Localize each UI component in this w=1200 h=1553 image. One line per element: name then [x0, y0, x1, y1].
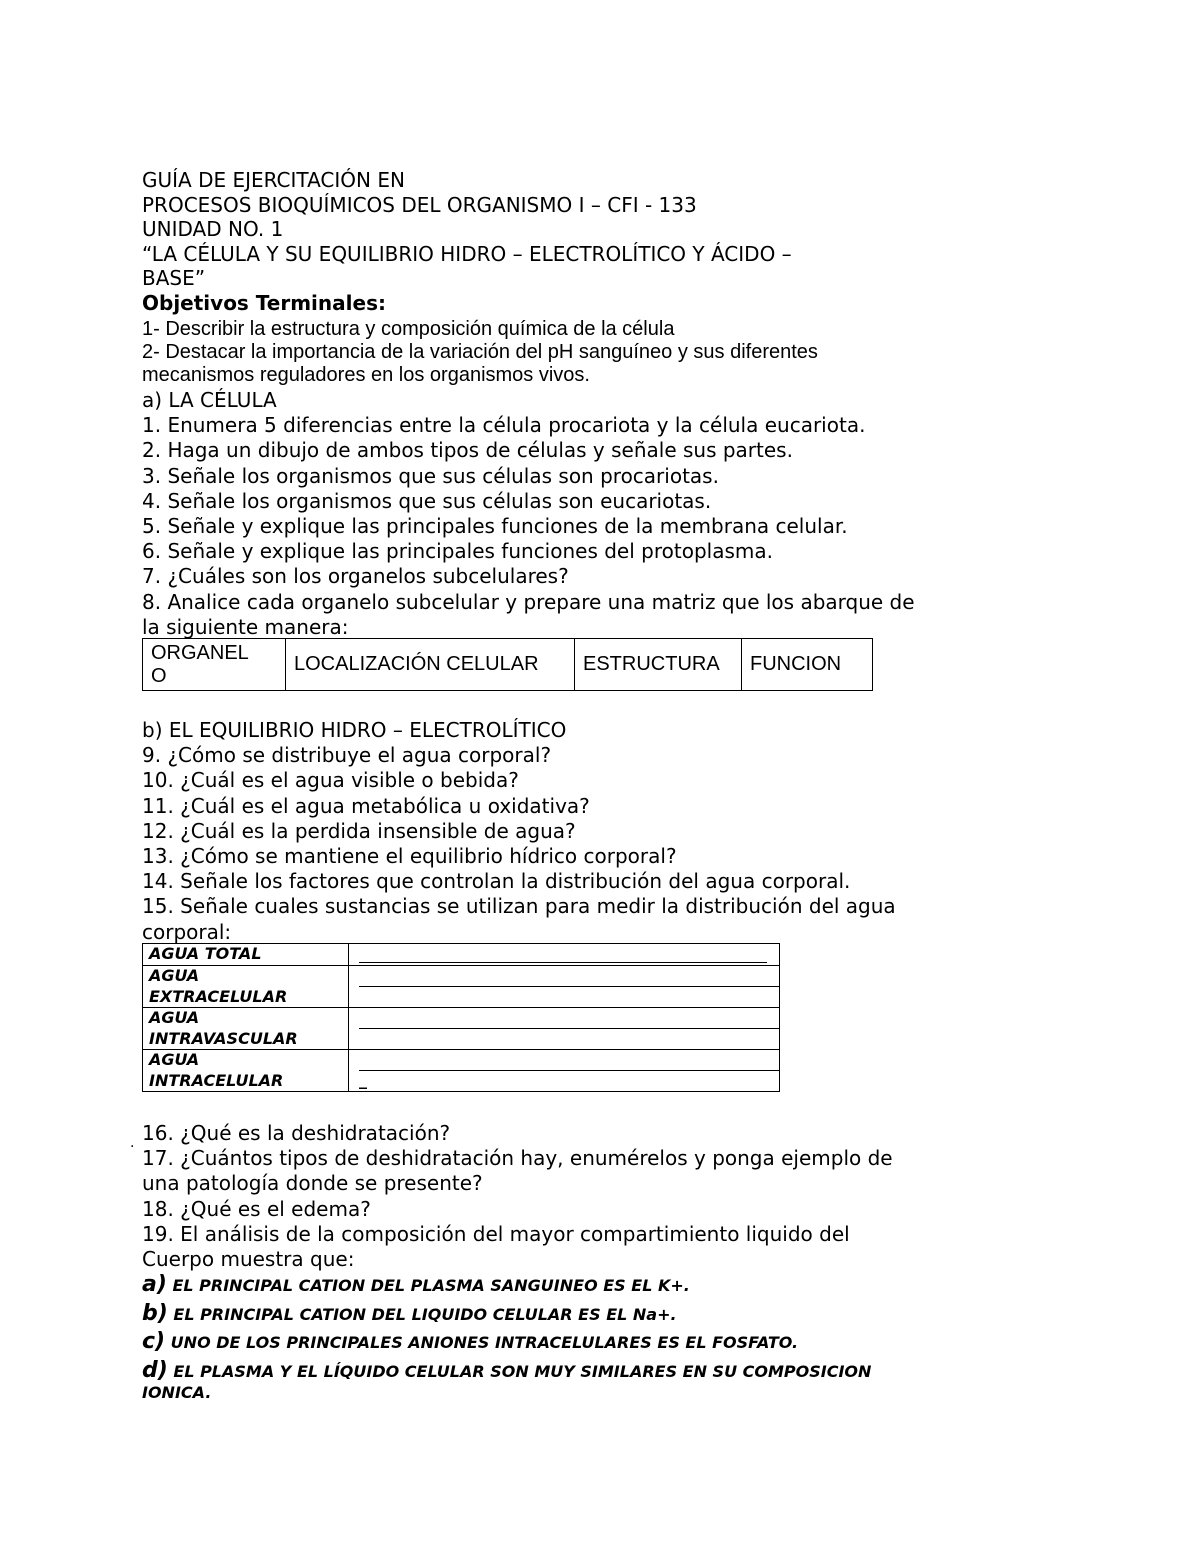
answer-blank[interactable] [349, 944, 780, 966]
question-line: 1. Enumera 5 diferencias entre la célula procariota y la célula eucariota. [142, 413, 866, 438]
matrix-header-funcion: FUNCION [742, 639, 873, 691]
question-line: 9. ¿Cómo se distribuye el agua corporal? [142, 743, 552, 768]
option-text: IONICA. [142, 1382, 212, 1402]
section-b [142, 718, 1002, 945]
question-line: 13. ¿Cómo se mantiene el equilibrio hídrico corporal? [142, 844, 677, 869]
option-letter: d) [142, 1357, 168, 1383]
header-line-3: UNIDAD NO. 1 [142, 217, 284, 242]
cell-text: AGUA [149, 1050, 200, 1069]
header-line-2: PROCESOS BIOQUÍMICOS DEL ORGANISMO I – CFI - 133 [142, 192, 697, 217]
objective-line: mecanismos reguladores en los organismos vivos. [142, 364, 590, 387]
question-line: 7. ¿Cuáles son los organelos subcelulares? [142, 564, 569, 589]
more-questions [142, 1121, 1002, 1272]
header-line-4: “LA CÉLULA Y SU EQUILIBRIO HIDRO – ELECTROLÍTICO Y ÁCIDO – [142, 241, 792, 266]
section-a-title: a) LA CÉLULA [142, 388, 277, 412]
cell-text: ORGANEL [151, 641, 249, 664]
answer-underline [359, 986, 779, 987]
cell-text: AGUA [149, 1008, 200, 1027]
header-line-5: BASE” [142, 266, 206, 291]
stray-dot: . [130, 1135, 135, 1151]
document-header [142, 168, 962, 316]
question-line: 18. ¿Qué es el edema? [142, 1196, 371, 1221]
option-letter: b) [142, 1300, 168, 1326]
question-line: una patología donde se presente? [142, 1171, 483, 1196]
answer-option-d-continued [142, 1382, 1022, 1402]
cell-text: O [151, 664, 167, 687]
table-row [143, 1008, 780, 1050]
header-line-1: GUÍA DE EJERCITACIÓN EN [142, 168, 405, 192]
question-line: 12. ¿Cuál es la perdida insensible de agua? [142, 818, 576, 843]
section-b-title: b) EL EQUILIBRIO HIDRO – ELECTROLÍTICO [142, 718, 567, 742]
row-label-agua-extracelular [143, 966, 349, 1008]
question-line: 19. El análisis de la composición del mayor compartimiento liquido del [142, 1221, 850, 1246]
question-line: 17. ¿Cuántos tipos de deshidratación hay, enumérelos y ponga ejemplo de [142, 1146, 893, 1171]
row-label-agua-intracelular [143, 1050, 349, 1092]
question-line: Cuerpo muestra que: [142, 1247, 355, 1272]
option-letter: a) [142, 1272, 167, 1297]
option-text: EL PRINCIPAL CATION DEL LIQUIDO CELULAR ES EL Na+. [167, 1304, 677, 1324]
question-line: 8. Analice cada organelo subcelular y prepare una matriz que los abarque de [142, 589, 915, 614]
answer-option-c [142, 1328, 1022, 1357]
question-line: 11. ¿Cuál es el agua metabólica u oxidativa? [142, 793, 590, 818]
answer-blank[interactable] [349, 1050, 780, 1092]
organelle-matrix-table [142, 638, 873, 691]
blank-mark: _ [359, 1070, 367, 1089]
question-line: 2. Haga un dibujo de ambos tipos de células y señale sus partes. [142, 438, 793, 463]
question-line: 10. ¿Cuál es el agua visible o bebida? [142, 768, 519, 793]
matrix-header-estructura: ESTRUCTURA [575, 639, 742, 691]
objective-line: 1- Describir la estructura y composición química de la célula [142, 318, 675, 340]
table-row [143, 944, 780, 966]
question-line: 5. Señale y explique las principales funciones de la membrana celular. [142, 514, 848, 539]
water-compartment-table [142, 943, 780, 1092]
row-label-agua-total [143, 944, 349, 966]
table-row [143, 966, 780, 1008]
table-row [143, 639, 873, 691]
row-label-agua-intravascular [143, 1008, 349, 1050]
option-letter: c) [142, 1329, 166, 1354]
cell-text: INTRAVASCULAR [149, 1028, 298, 1048]
table-row [143, 1050, 780, 1092]
objective-line: 2- Destacar la importancia de la variación del pH sanguíneo y sus diferentes [142, 341, 818, 364]
option-text: EL PRINCIPAL CATION DEL PLASMA SANGUINEO ES EL K+. [166, 1276, 690, 1295]
question-line: 14. Señale los factores que controlan la distribución del agua corporal. [142, 869, 851, 894]
answer-underline [359, 962, 767, 963]
answer-blank[interactable] [349, 1008, 780, 1050]
question-line: 15. Señale cuales sustancias se utilizan para medir la distribución del agua [142, 894, 896, 919]
answer-option-b [142, 1300, 1022, 1329]
answer-option-a [142, 1271, 1022, 1300]
section-a [142, 388, 1002, 640]
objectives-title: Objetivos Terminales: [142, 290, 386, 315]
question-line: la siguiente manera: [142, 614, 349, 639]
matrix-header-localizacion: LOCALIZACIÓN CELULAR [286, 639, 575, 691]
question-line: 16. ¿Qué es la deshidratación? [142, 1121, 451, 1145]
answer-options [142, 1271, 1022, 1401]
option-text: UNO DE LOS PRINCIPALES ANIONES INTRACELULARES ES EL FOSFATO. [165, 1333, 799, 1352]
cell-text: AGUA TOTAL [149, 944, 262, 963]
cell-text: EXTRACELULAR [149, 986, 288, 1006]
option-text: EL PLASMA Y EL LÍQUIDO CELULAR SON MUY SIMILARES EN SU COMPOSICION [167, 1361, 872, 1381]
answer-underline [359, 1028, 779, 1029]
cell-text: INTRACELULAR [149, 1070, 284, 1090]
cell-text: AGUA [149, 966, 200, 985]
question-line: 3. Señale los organismos que sus células son procariotas. [142, 463, 719, 488]
answer-blank[interactable] [349, 966, 780, 1008]
matrix-header-organelo [143, 639, 286, 691]
answer-underline [359, 1070, 779, 1071]
question-line: 6. Señale y explique las principales funciones del protoplasma. [142, 539, 773, 564]
question-line: corporal: [142, 919, 232, 944]
objectives-list [142, 318, 818, 388]
answer-option-d [142, 1357, 1022, 1385]
question-line: 4. Señale los organismos que sus células son eucariotas. [142, 488, 712, 513]
